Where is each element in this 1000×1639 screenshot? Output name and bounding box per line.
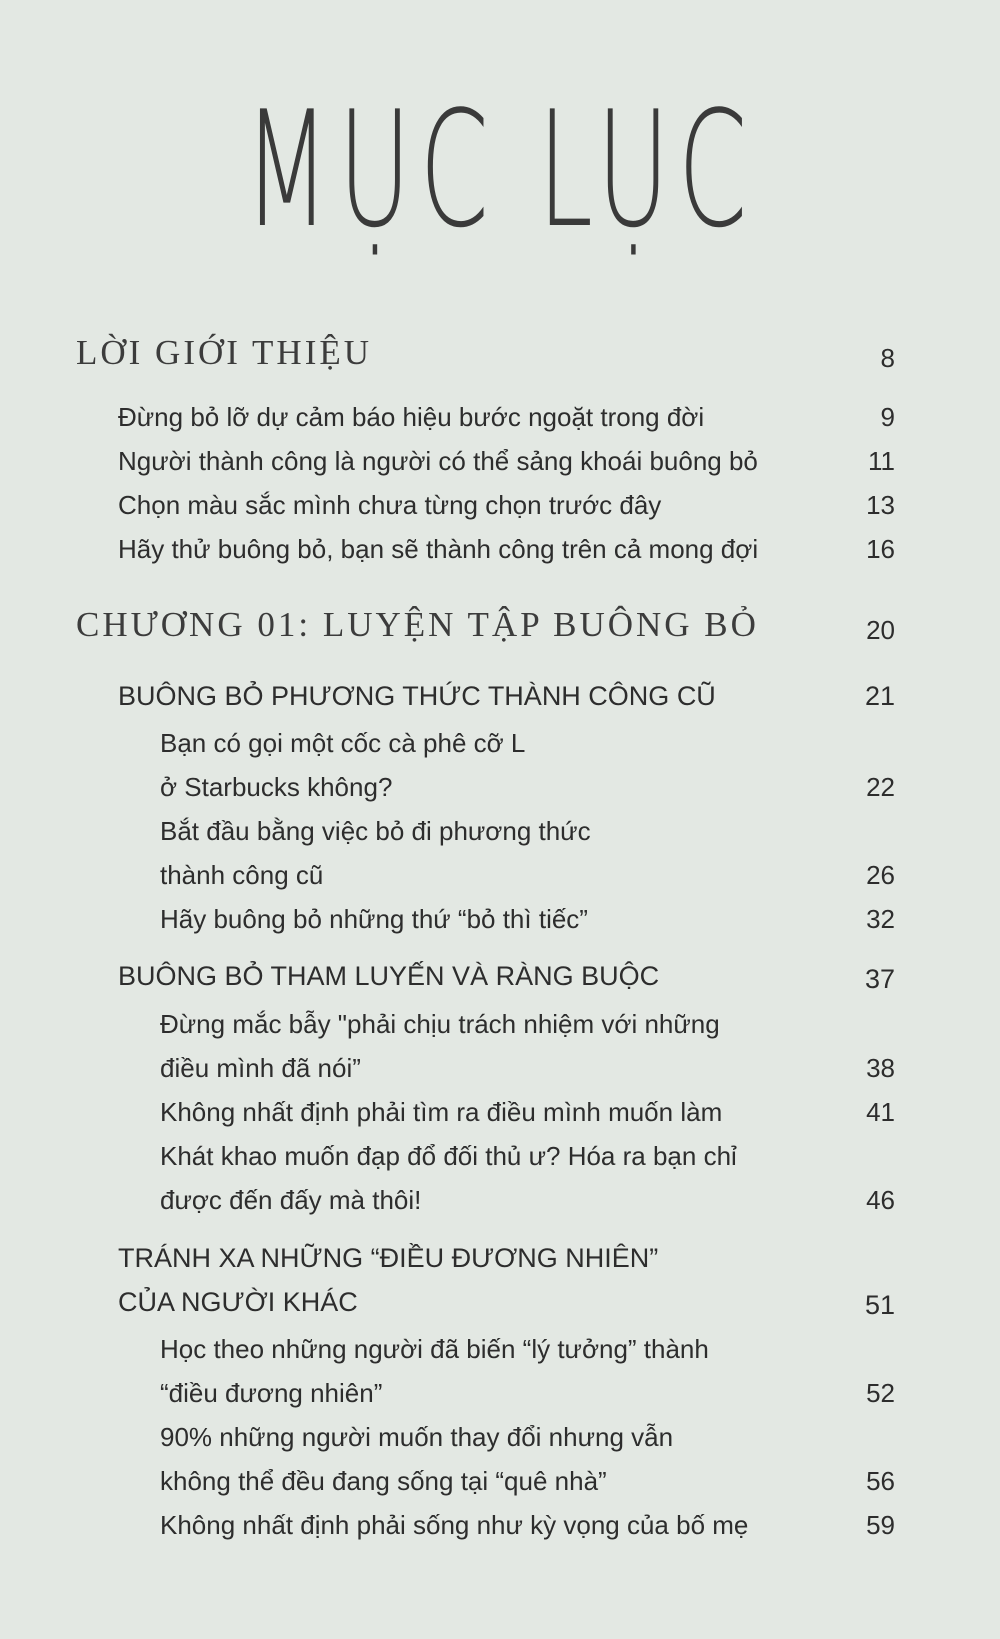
page-title: MỤC LỤC bbox=[244, 76, 756, 263]
toc-page-number: 32 bbox=[866, 904, 895, 934]
toc-item-continued: thành công cũ bbox=[160, 860, 324, 890]
toc-item: Đừng mắc bẫy "phải chịu trách nhiệm với những bbox=[160, 1009, 720, 1039]
toc-page-number: 22 bbox=[866, 772, 895, 802]
toc-item-continued: không thể đều đang sống tại “quê nhà” bbox=[160, 1466, 607, 1496]
toc-item: 90% những người muốn thay đổi nhưng vẫn bbox=[160, 1422, 674, 1452]
toc-item: Bạn có gọi một cốc cà phê cỡ L bbox=[160, 728, 526, 758]
toc-item: Không nhất định phải sống như kỳ vọng của bố mẹ bbox=[160, 1510, 749, 1540]
toc-item-continued: ở Starbucks không? bbox=[160, 772, 393, 802]
toc-page-number: 41 bbox=[866, 1097, 895, 1127]
toc-item: Người thành công là người có thể sảng khoái buông bỏ bbox=[118, 446, 758, 476]
toc-item: Học theo những người đã biến “lý tưởng” thành bbox=[160, 1334, 709, 1364]
toc-page-number: 16 bbox=[866, 534, 895, 564]
toc-item: Hãy buông bỏ những thứ “bỏ thì tiếc” bbox=[160, 904, 588, 934]
subsection-heading: BUÔNG BỎ THAM LUYẾN VÀ RÀNG BUỘC bbox=[118, 961, 660, 991]
subsection-page-number: 51 bbox=[864, 1290, 895, 1320]
toc-page-number: 56 bbox=[866, 1466, 895, 1496]
toc-item: Bắt đầu bằng việc bỏ đi phương thức bbox=[160, 816, 591, 846]
subsection-heading-continued: CỦA NGƯỜI KHÁC bbox=[118, 1287, 358, 1317]
subsection-heading: BUÔNG BỎ PHƯƠNG THỨC THÀNH CÔNG CŨ bbox=[118, 681, 716, 711]
toc-item: Khát khao muốn đạp đổ đối thủ ư? Hóa ra bạn chỉ bbox=[160, 1141, 737, 1171]
toc-item-continued: được đến đấy mà thôi! bbox=[160, 1185, 422, 1215]
toc-item-continued: “điều đương nhiên” bbox=[160, 1378, 383, 1408]
toc-page-number: 52 bbox=[866, 1378, 895, 1408]
toc-item: Không nhất định phải tìm ra điều mình muốn làm bbox=[160, 1097, 723, 1127]
toc-page-number: 9 bbox=[880, 402, 895, 432]
toc-item: Chọn màu sắc mình chưa từng chọn trước đây bbox=[118, 490, 662, 520]
toc-page-number: 59 bbox=[866, 1510, 895, 1540]
section-heading-introduction: LỜI GIỚI THIỆU bbox=[76, 333, 373, 372]
subsection-page-number: 21 bbox=[864, 681, 895, 711]
toc-page-number: 26 bbox=[866, 860, 895, 890]
toc-page-number: 13 bbox=[866, 490, 895, 520]
subsection-page-number: 37 bbox=[864, 964, 895, 994]
toc-item-continued: điều mình đã nói” bbox=[160, 1053, 361, 1083]
chapter-page-number: 20 bbox=[866, 615, 895, 645]
toc-page-number: 11 bbox=[868, 446, 895, 476]
section-page-number: 8 bbox=[880, 343, 895, 373]
toc-page-number: 38 bbox=[866, 1053, 895, 1083]
toc-item: Đừng bỏ lỡ dự cảm báo hiệu bước ngoặt trong đời bbox=[118, 402, 705, 432]
subsection-heading: TRÁNH XA NHỮNG “ĐIỀU ĐƯƠNG NHIÊN” bbox=[118, 1243, 659, 1273]
toc-page-number: 46 bbox=[866, 1185, 895, 1215]
chapter-heading: CHƯƠNG 01: LUYỆN TẬP BUÔNG BỎ bbox=[76, 605, 759, 644]
toc-item: Hãy thử buông bỏ, bạn sẽ thành công trên cả mong đợi bbox=[118, 534, 759, 564]
